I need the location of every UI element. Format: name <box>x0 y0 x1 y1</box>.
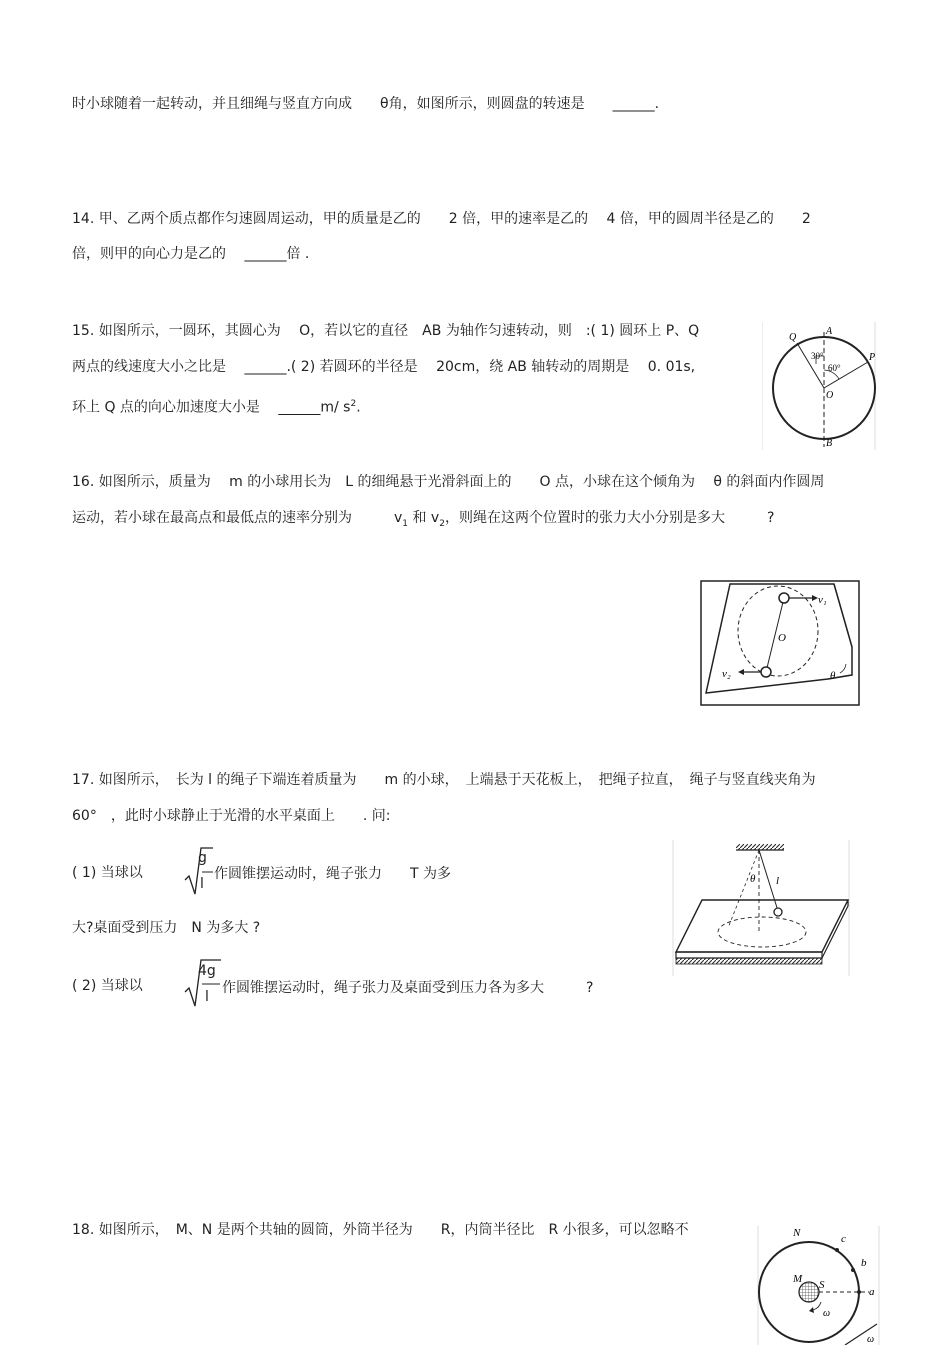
label-omega-outer: ω <box>867 1334 875 1345</box>
q18-line1: 18. 如图所示， M、N 是两个共轴的圆筒，外筒半径为 R，内筒半径比 R 小很多，可以忽略不 <box>72 1222 689 1238</box>
label-s: S <box>819 1279 825 1291</box>
label-b: B <box>826 438 833 449</box>
label-q: Q <box>789 332 797 343</box>
q14-line1: 14. 甲、乙两个质点都作匀速圆周运动，甲的质量是乙的 2 倍，甲的速率是乙的 4 倍，甲的圆周半径是乙的 2 <box>72 211 811 227</box>
inner-cylinder-m <box>799 1282 819 1302</box>
table-base <box>676 958 822 964</box>
q16-line2-c: ，则绳在这两个位置时的张力大小分别是多大 ? <box>444 510 775 526</box>
ring-diagram <box>762 322 878 450</box>
label-b: b <box>861 1257 867 1269</box>
frac2-denominator: l <box>205 989 209 1005</box>
label-a: a <box>869 1286 875 1298</box>
angle-30: 30° <box>811 351 824 361</box>
label-a: A <box>826 326 833 337</box>
label-o: O <box>826 390 834 401</box>
q17-line1: 17. 如图所示， 长为 l 的绳子下端连着质量为 m 的小球， 上端悬于天花板上， 把绳子拉直， 绳子与竖直线夹角为 <box>72 772 816 788</box>
label-omega-inner: ω <box>823 1308 831 1319</box>
q16-line2 <box>72 508 774 534</box>
label-l: l <box>776 875 780 887</box>
q16-line2-sub2: 2 <box>439 518 445 529</box>
q16-line2-sub1: 1 <box>402 518 409 529</box>
coaxial-cylinder-diagram <box>757 1226 881 1345</box>
q17-part2-b: 作圆锥摆运动时，绳子张力及桌面受到压力各为多大 ? <box>222 980 594 996</box>
q17-part1-b: 作圆锥摆运动时，绳子张力 T 为多 <box>214 866 452 882</box>
label-p: P <box>869 352 876 363</box>
q15-line2: 两点的线速度大小之比是 ______.( 2) 若圆环的半径是 20cm，绕 AB 轴转动的周期是 0. 01s, <box>72 359 696 375</box>
frac1-numerator: g <box>198 850 207 866</box>
frac1-denominator: l <box>200 876 204 892</box>
q14-line2: 倍，则甲的向心力是乙的 ______倍 . <box>72 246 310 262</box>
label-c: c <box>841 1233 846 1245</box>
q15-line3 <box>72 394 361 418</box>
ball-top <box>779 593 789 603</box>
label-v1: v₁ <box>818 594 827 606</box>
q17-part1-a: ( 1) 当球以 <box>72 865 143 881</box>
q17-line2: 60° ，此时小球静止于光滑的水平桌面上 . 问: <box>72 808 391 824</box>
frac2-numerator: 4g <box>198 963 216 979</box>
cone-path <box>718 917 806 947</box>
q17-part1-c: 大?桌面受到压力 N 为多大 ? <box>72 920 261 936</box>
label-v2: v₂ <box>722 668 731 680</box>
q13-line1: 时小球随着一起转动，并且细绳与竖直方向成 θ角，如图所示，则圆盘的转速是 ______. <box>72 96 660 112</box>
ball-bottom <box>761 667 771 677</box>
table-top <box>676 900 848 952</box>
q16-line2-a: 运动，若小球在最高点和最低点的速率分别为 v <box>72 510 403 526</box>
q15-line1: 15. 如图所示，一圆环，其圆心为 O，若以它的直径 AB 为轴作匀速转动，则 :( 1) 圆环上 P、Q <box>72 323 700 339</box>
q15-line3-text: 环上 Q 点的向心加速度大小是 ______m/ s <box>72 399 351 416</box>
radius-oq <box>797 343 824 388</box>
incline-diagram <box>700 579 862 707</box>
label-n: N <box>793 1227 801 1239</box>
label-theta: θ <box>750 873 756 885</box>
label-o: O <box>778 632 786 644</box>
q17-part2-a: ( 2) 当球以 <box>72 978 143 994</box>
q15-line3-end: . <box>356 399 361 416</box>
conical-pendulum-diagram <box>672 840 852 976</box>
angle-60: 60° <box>828 363 841 373</box>
label-m: M <box>793 1273 803 1285</box>
circular-path <box>738 586 818 676</box>
q16-line1: 16. 如图所示，质量为 m 的小球用长为 L 的细绳悬于光滑斜面上的 O 点，小球在这个倾角为 θ 的斜面内作圆周 <box>72 474 825 490</box>
q16-line2-b: 和 v <box>408 510 440 526</box>
pendulum-ball <box>774 908 782 916</box>
label-theta: θ <box>830 670 836 682</box>
q15-line3-sup: 2 <box>350 399 357 409</box>
